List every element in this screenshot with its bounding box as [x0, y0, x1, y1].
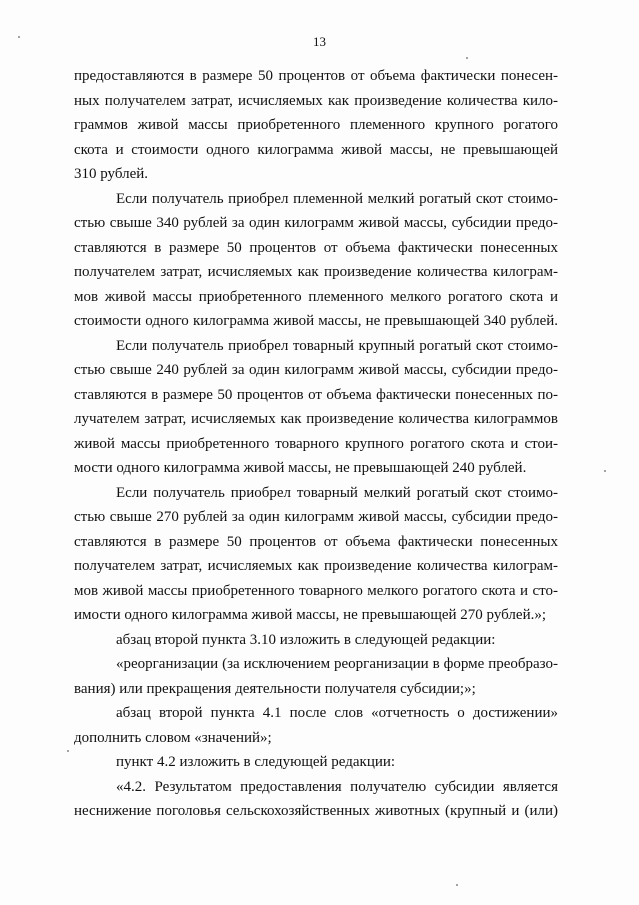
scan-speck [456, 884, 458, 886]
text-line: получателем затрат, исчисляемых как произведение количества килограм- [74, 558, 558, 574]
scan-speck [67, 750, 69, 752]
text-line: «реорганизации (за исключением реорганизации в форме преобразо- [116, 656, 558, 672]
text-line: скота и стоимости одного килограмма живой массы, не превышающей [74, 141, 558, 158]
text-line: получателем затрат, исчисляемых как произведение количества килограм- [74, 264, 558, 280]
text-line: ставляются в размере 50 процентов от объема фактически понесенных [74, 533, 558, 550]
text-line: ных получателем затрат, исчисляемых как произведение количества кило- [74, 92, 558, 109]
text-line: 310 рублей. [74, 166, 149, 182]
text-line: ставляются в размере 50 процентов от объема фактически понесенных [74, 239, 558, 256]
text-line: пункт 4.2 изложить в следующей редакции: [116, 754, 396, 770]
text-line: дополнить словом «значений»; [74, 729, 272, 746]
text-line: абзац второй пункта 4.1 после слов «отчетность о достижении» [116, 705, 558, 721]
text-line: Если получатель приобрел товарный крупный рогатый скот стоимо- [116, 337, 558, 354]
text-line: стью свыше 240 рублей за один килограмм живой массы, субсидии предо- [74, 362, 558, 378]
text-line: мости одного килограмма живой массы, не превышающей 240 рублей. [74, 460, 527, 476]
text-line: Если получатель приобрел племенной мелкий рогатый скот стоимо- [116, 190, 558, 207]
page-number: 13 [313, 34, 326, 49]
text-line: неснижение поголовья сельскохозяйственных животных (крупный и (или) [74, 803, 558, 819]
text-line: лучателем затрат, исчисляемых как произведение количества килограммов [74, 411, 558, 427]
text-line: предоставляются в размере 50 процентов от объема фактически понесен- [74, 68, 558, 84]
text-line: граммов живой массы приобретенного племенного крупного рогатого [74, 117, 558, 133]
text-line: стью свыше 270 рублей за один килограмм живой массы, субсидии предо- [74, 509, 558, 525]
text-line: стью свыше 340 рублей за один килограмм живой массы, субсидии предо- [74, 215, 558, 231]
text-line: «4.2. Результатом предоставления получателю субсидии является [116, 778, 558, 795]
text-line: мов живой массы приобретенного товарного мелкого рогатого скота и сто- [74, 582, 558, 599]
scan-speck [18, 36, 20, 38]
text-line: мов живой массы приобретенного племенного мелкого рогатого скота и [74, 288, 558, 305]
text-line: стоимости одного килограмма живой массы, не превышающей 340 рублей. [74, 313, 558, 329]
text-line: Если получатель приобрел товарный мелкий рогатый скот стоимо- [116, 484, 558, 501]
text-line: живой массы приобретенного товарного крупного рогатого скота и стои- [74, 435, 558, 452]
scan-speck [604, 470, 606, 472]
text-line: имости одного килограмма живой массы, не превышающей 270 рублей.»; [74, 607, 547, 623]
document-body [74, 64, 558, 824]
text-line: абзац второй пункта 3.10 изложить в следующей редакции: [116, 631, 496, 648]
scan-speck [466, 57, 468, 59]
text-line: ставляются в размере 50 процентов от объема фактически понесенных по- [74, 386, 558, 403]
text-line: вания) или прекращения деятельности получателя субсидии;»; [74, 680, 476, 697]
